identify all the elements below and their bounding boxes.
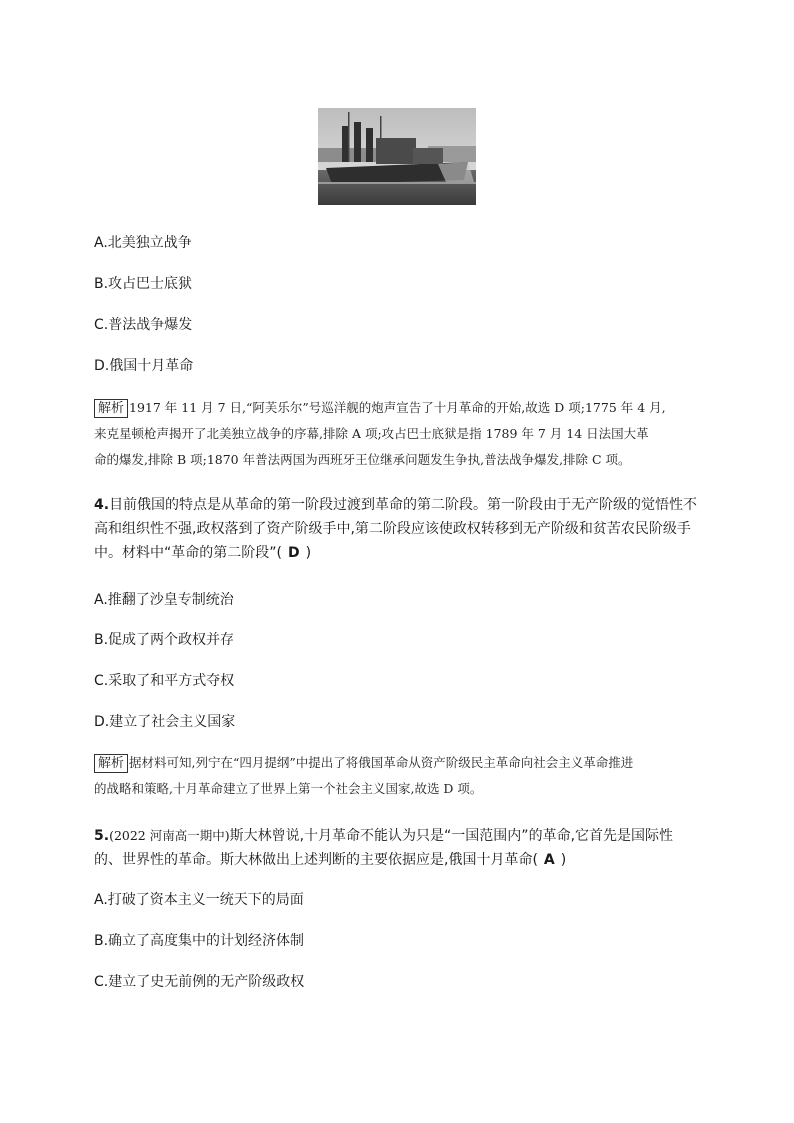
- q4-close-paren: ): [305, 545, 312, 561]
- q4-analysis-line-1: [94, 750, 704, 776]
- q3-option-b: B.攻占巴士底狱: [94, 276, 193, 292]
- q4-text-1: 目前俄国的特点是从革命的第一阶段过渡到革命的第二阶段。第一阶段由于无产阶级的觉悟性不: [109, 497, 698, 513]
- q4-option-d: D.建立了社会主义国家: [94, 714, 236, 730]
- q3-option-a: A.北美独立战争: [94, 235, 192, 251]
- q3-analysis-text-1: 1917 年 11 月 7 日,“阿芙乐尔”号巡洋舰的炮声宣告了十月革命的开始,故选 D 项;1775 年 4 月,: [129, 400, 666, 415]
- q4-analysis: [94, 750, 704, 802]
- q4-line-2: 高和组织性不强,政权落到了资产阶级手中,第二阶段应该使政权转移到无产阶级和贫苦农民阶级手: [94, 521, 691, 537]
- q3-analysis-line-3: 命的爆发,排除 B 项;1870 年普法两国为西班牙王位继承问题发生争执,普法战争爆发,排除 C 项。: [94, 452, 631, 467]
- q3-analysis-line-1: [94, 395, 704, 421]
- q3-analysis: [94, 395, 704, 473]
- q5-option-a: A.打破了资本主义一统天下的局面: [94, 892, 304, 908]
- q4-number: 4.: [94, 497, 110, 513]
- q5-option-b: B.确立了高度集中的计划经济体制: [94, 933, 305, 949]
- q3-option-d: D.俄国十月革命: [94, 358, 194, 374]
- q5-line-2: [94, 848, 704, 872]
- q5-line-1: [94, 824, 704, 848]
- analysis-tag: 解析: [94, 754, 128, 773]
- q5-text-1: 斯大林曾说,十月革命不能认为只是“一国范围内”的革命,它首先是国际性: [229, 828, 674, 844]
- q4-option-b: B.促成了两个政权并存: [94, 632, 235, 648]
- cruiser-photo-drawing: [318, 108, 476, 205]
- question-4: [94, 493, 704, 565]
- q4-analysis-line-2: 的战略和策略,十月革命建立了世界上第一个社会主义国家,故选 D 项。: [94, 781, 483, 796]
- q4-option-c: C.采取了和平方式夺权: [94, 673, 235, 689]
- analysis-tag: 解析: [94, 399, 128, 418]
- q4-line-3: [94, 541, 704, 565]
- q5-text-2: 的、世界性的革命。斯大林做出上述判断的主要依据应是,俄国十月革命(: [94, 852, 538, 868]
- q5-number: 5.: [94, 828, 110, 844]
- q5-option-c: C.建立了史无前例的无产阶级政权: [94, 974, 305, 990]
- q5-close-paren: ): [560, 852, 567, 868]
- q5-answer: A: [543, 852, 555, 868]
- cruiser-aurora-photo: [318, 108, 476, 205]
- q3-option-c: C.普法战争爆发: [94, 317, 193, 333]
- q4-text-3: 中。材料中“革命的第二阶段”(: [94, 545, 282, 561]
- q3-analysis-line-2: 来克星顿枪声揭开了北美独立战争的序幕,排除 A 项;攻占巴士底狱是指 1789 年 7 月 14 日法国大革: [94, 426, 649, 441]
- q4-option-a: A.推翻了沙皇专制统治: [94, 592, 234, 608]
- q4-analysis-text-1: 据材料可知,列宁在“四月提纲”中提出了将俄国革命从资产阶级民主革命向社会主义革命推进: [129, 755, 634, 770]
- question-5: [94, 824, 704, 872]
- q4-line-1: [94, 493, 704, 517]
- q5-source: (2022 河南高一期中): [109, 828, 230, 843]
- q4-answer: D: [287, 545, 300, 561]
